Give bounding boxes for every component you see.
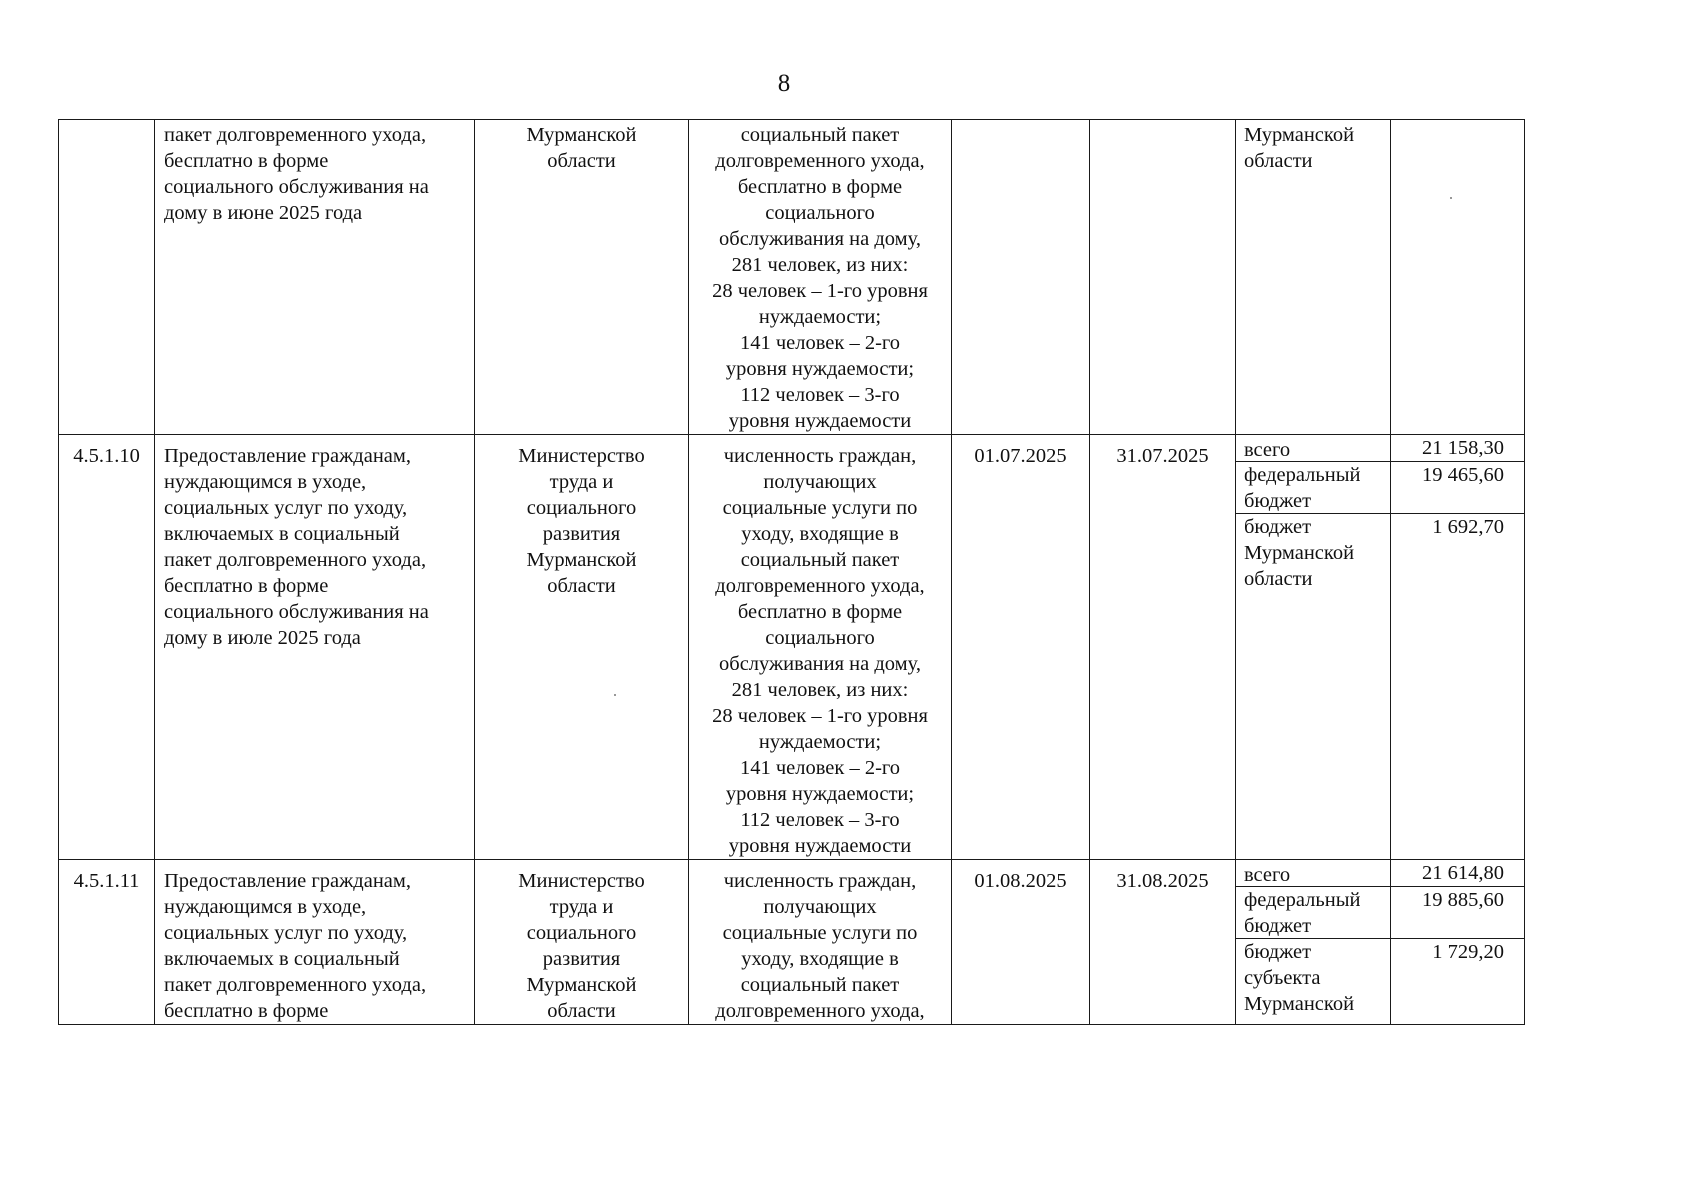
row-number-cell [59, 435, 155, 860]
event-text: Предоставление гражданам, нуждающимся в уходе, социальных услуг по уходу, включаемых в социальный пакет долговременного ухода, бесплатно в форме социального обслуживания на дому в июле 2025 года [164, 445, 429, 649]
event-cell [155, 860, 475, 1025]
funding-amount-cell [1391, 860, 1525, 1025]
funding-amount-total: 21 158,30 [1422, 437, 1504, 459]
start-date-cell [952, 120, 1090, 435]
event-cell [155, 435, 475, 860]
funding-source: Мурманской области [1244, 124, 1355, 172]
executor-cell [475, 860, 689, 1025]
result-cell [689, 860, 952, 1025]
executor-cell [475, 435, 689, 860]
row-number: 4.5.1.11 [73, 870, 140, 892]
table-row [59, 435, 1525, 860]
funding-amount-federal: 19 465,60 [1391, 461, 1524, 513]
executor-text: Мурманской области [526, 124, 637, 172]
activities-table [58, 119, 1525, 1025]
executor-text: Министерство труда и социального развития Мурманской области [518, 870, 645, 1022]
table-row [59, 860, 1525, 1025]
end-date-cell [1090, 435, 1236, 860]
funding-source-cell [1236, 860, 1391, 1025]
funding-source-total: всего [1244, 864, 1291, 886]
end-date: 31.07.2025 [1116, 445, 1209, 467]
end-date [1090, 120, 1235, 128]
funding-source-regional: бюджет субъекта Мурманской [1236, 938, 1390, 1017]
row-number-cell [59, 860, 155, 1025]
funding-amount-regional: 1 729,20 [1391, 938, 1524, 1017]
result-text: социальный пакет долговременного ухода, бесплатно в форме социального обслуживания на дому, 281 человек, из них: 28 человек – 1-го уровня нуждаемости; 141 человек – 2-го уровня нуждаемости; 112 человек – 3-го уровня нуждаемости [712, 124, 928, 432]
result-text: численность граждан, получающих социальные услуги по уходу, входящие в социальный пакет долговременного ухода, бесплатно в форме социального обслуживания на дому, 281 человек, из них: 28 человек – 1-го уровня нуждаемости; 141 человек – 2-го уровня нуждаемости; 112 человек – 3-го уровня нуждаемости [712, 445, 928, 857]
scan-speck [1450, 197, 1452, 199]
executor-cell [475, 120, 689, 435]
funding-amount-cell [1391, 120, 1525, 435]
funding-source-cell [1236, 120, 1391, 435]
funding-source-federal: федеральный бюджет [1236, 461, 1390, 513]
end-date-cell [1090, 860, 1236, 1025]
row-number [59, 120, 154, 128]
funding-source-cell [1236, 435, 1391, 860]
funding-source-regional: бюджет Мурманской области [1236, 513, 1390, 592]
funding-source-total: всего [1244, 439, 1291, 461]
result-cell [689, 120, 952, 435]
event-text: пакет долговременного ухода, бесплатно в форме социального обслуживания на дому в июне 2025 года [164, 124, 429, 224]
funding-amount-federal: 19 885,60 [1391, 886, 1524, 938]
funding-amount-regional: 1 692,70 [1391, 513, 1524, 540]
scan-speck [614, 694, 616, 696]
start-date: 01.08.2025 [974, 870, 1067, 892]
event-cell [155, 120, 475, 435]
end-date: 31.08.2025 [1116, 870, 1209, 892]
start-date [952, 120, 1089, 128]
end-date-cell [1090, 120, 1236, 435]
result-text: численность граждан, получающих социальные услуги по уходу, входящие в социальный пакет долговременного ухода, [715, 870, 925, 1022]
executor-text: Министерство труда и социального развития Мурманской области [518, 445, 645, 597]
start-date: 01.07.2025 [974, 445, 1067, 467]
row-number-cell [59, 120, 155, 435]
start-date-cell [952, 860, 1090, 1025]
funding-amount-cell [1391, 435, 1525, 860]
row-number: 4.5.1.10 [73, 445, 140, 467]
table-row [59, 120, 1525, 435]
event-text: Предоставление гражданам, нуждающимся в уходе, социальных услуг по уходу, включаемых в социальный пакет долговременного ухода, бесплатно в форме [164, 870, 427, 1022]
page-number: 8 [777, 70, 791, 97]
funding-source-federal: федеральный бюджет [1236, 886, 1390, 938]
funding-amount-total: 21 614,80 [1422, 862, 1504, 884]
result-cell [689, 435, 952, 860]
start-date-cell [952, 435, 1090, 860]
